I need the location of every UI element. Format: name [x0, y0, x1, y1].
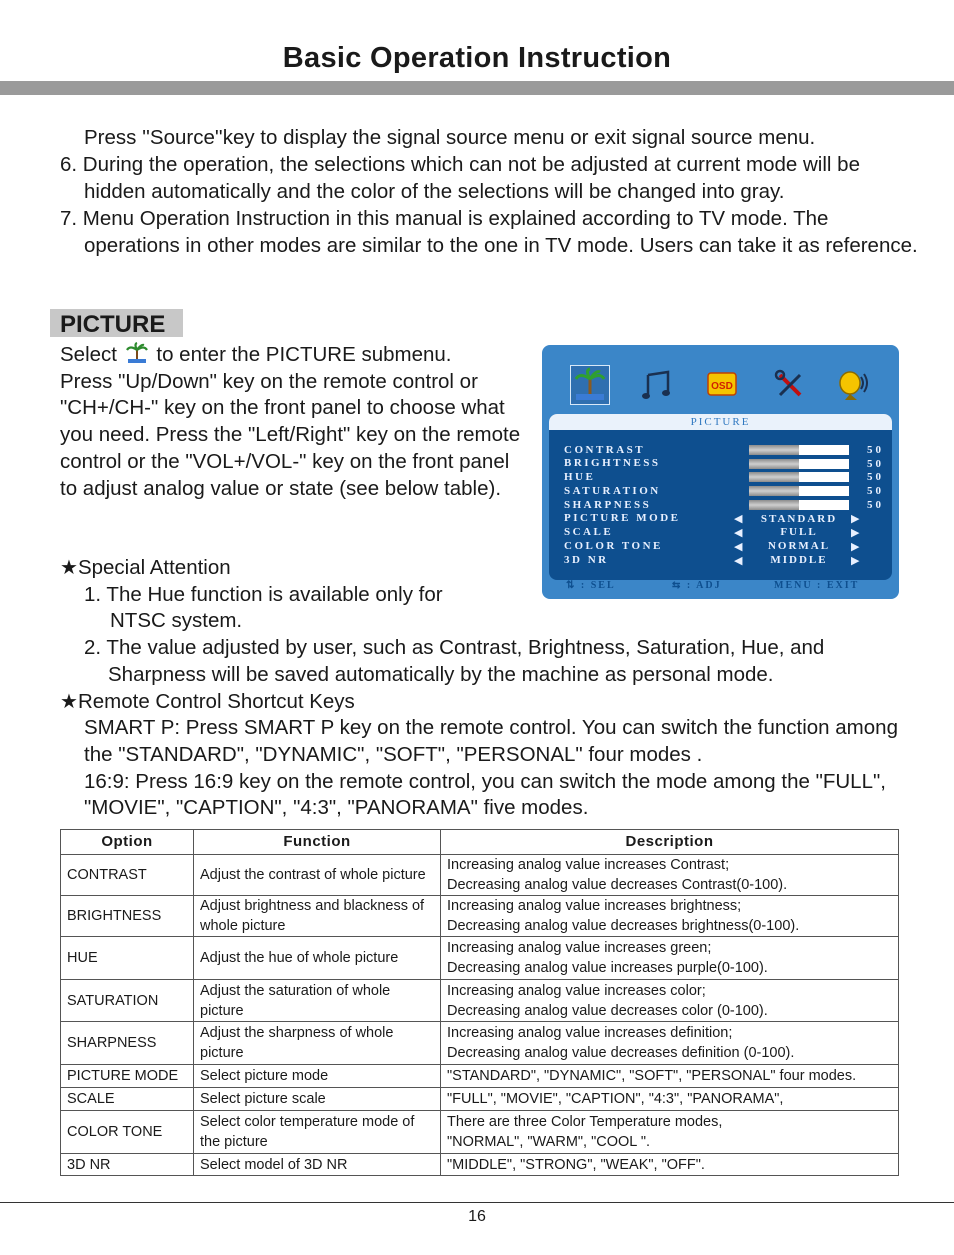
- osd-row-label: HUE: [564, 471, 596, 483]
- col-header-description: Description: [441, 830, 899, 855]
- desc-line: Decreasing analog value decreases definition (0-100).: [447, 1045, 795, 1061]
- osd-slider: [749, 500, 849, 510]
- function-cell: Adjust the saturation of whole picture: [194, 980, 441, 1022]
- palm-tree-icon: [570, 365, 610, 405]
- special-note-1a: 1. The Hue function is available only for: [84, 582, 443, 606]
- up-down-icon: ⇅: [566, 580, 577, 591]
- smart-p-note: SMART P: Press SMART P key on the remote control. You can switch the function among the "STANDARD", "DYNAMIC", "SOFT", "PERSONAL" four modes .: [84, 716, 898, 766]
- arrow-right-icon: ▶: [851, 527, 860, 539]
- tools-icon: [772, 367, 808, 403]
- remote-title: Remote Control Shortcut Keys: [77, 689, 355, 713]
- osd-option-value: NORMAL: [767, 540, 831, 552]
- osd-slider: [749, 472, 849, 482]
- page-number: 16: [468, 1208, 486, 1225]
- option-cell: CONTRAST: [61, 855, 194, 896]
- desc-line: Increasing analog value increases Contrast;: [447, 857, 730, 873]
- osd-option-value: MIDDLE: [770, 554, 828, 566]
- description-cell: [441, 1022, 899, 1065]
- intro-item-7: 7. Menu Operation Instruction in this manual is explained according to TV mode. The operations in other modes are similar to the one in TV mode. Users can take it as reference.: [60, 207, 918, 257]
- col-header-option: Option: [61, 830, 194, 855]
- intro-item-6: 6. During the operation, the selections which can not be adjusted at current mode will be hidden automatically and the color of the selections will be changed into gray.: [60, 153, 860, 203]
- osd-row-label: PICTURE MODE: [564, 512, 681, 524]
- select-after: to enter the PICTURE submenu.: [156, 343, 452, 366]
- description-cell: [441, 896, 899, 937]
- star-icon: ★: [60, 557, 78, 579]
- arrow-right-icon: ▶: [851, 541, 860, 553]
- function-cell: Adjust the sharpness of whole picture: [194, 1022, 441, 1065]
- desc-line: Increasing analog value increases color;: [447, 982, 706, 999]
- col-header-function: Function: [194, 830, 441, 855]
- intro-line: Press ''Source''key to display the signal source menu or exit signal source menu.: [84, 126, 816, 149]
- table-row: [61, 896, 899, 937]
- table-row: [61, 1111, 899, 1154]
- osd-picture-menu: [542, 345, 899, 599]
- table-row: [61, 937, 899, 980]
- arrow-right-icon: ▶: [851, 555, 860, 567]
- description-cell: "MIDDLE", "STRONG", "WEAK", "OFF".: [441, 1154, 899, 1176]
- section-paragraph: Press "Up/Down" key on the remote control or "CH+/CH-" key on the front panel to choose what you need. Press the "Left/Right" key on the remote control or the "VOL+/VOL-" key on the front panel to adjust analog value or state (see below table).: [60, 369, 521, 500]
- arrow-left-icon: ◀: [734, 513, 743, 525]
- table-row: [61, 1065, 899, 1088]
- osd-row-label: CONTRAST: [564, 444, 646, 456]
- table-row: [61, 1022, 899, 1065]
- option-cell: 3D NR: [61, 1154, 194, 1176]
- description-cell: "FULL", "MOVIE", "CAPTION", "4:3", "PANORAMA",: [441, 1088, 899, 1111]
- function-cell: Select picture scale: [194, 1088, 441, 1111]
- page-title: Basic Operation Instruction: [282, 42, 672, 74]
- desc-line: "NORMAL", "WARM", "COOL ".: [447, 1134, 651, 1150]
- option-cell: COLOR TONE: [61, 1111, 194, 1154]
- desc-line: Decreasing analog value decreases Contrast(0-100).: [447, 877, 788, 893]
- select-line: [60, 342, 530, 369]
- description-cell: [441, 1111, 899, 1154]
- table-header-row: [61, 830, 899, 855]
- table-row: [61, 1154, 899, 1176]
- table-row: [61, 855, 899, 896]
- osd-icon-label: OSD: [711, 381, 733, 392]
- osd-footer-sel: [566, 580, 616, 591]
- desc-line: Increasing analog value increases brightness;: [447, 898, 742, 914]
- arrow-right-icon: ▶: [851, 513, 860, 525]
- special-note-1b: NTSC system.: [110, 609, 243, 633]
- desc-line: Increasing analog value increases green;: [447, 940, 712, 956]
- desc-line: Increasing analog value increases definition;: [447, 1025, 733, 1041]
- osd-menu-title: PICTURE: [549, 414, 892, 430]
- option-cell: SHARPNESS: [61, 1022, 194, 1065]
- function-cell: Adjust the hue of whole picture: [194, 937, 441, 980]
- function-cell: Adjust the contrast of whole picture: [194, 855, 441, 896]
- section-title: PICTURE: [60, 311, 166, 338]
- osd-option-value: FULL: [780, 526, 818, 538]
- function-cell: Select color temperature mode of the picture: [194, 1111, 441, 1154]
- desc-line: Decreasing analog value decreases brightness(0-100).: [447, 918, 800, 934]
- osd-slider: [749, 486, 849, 496]
- star-icon: ★: [60, 690, 78, 713]
- osd-sel-label: : SEL: [580, 580, 616, 591]
- left-right-icon: ⇆: [672, 580, 683, 591]
- music-notes-icon: [640, 367, 676, 403]
- osd-adj-label: : ADJ: [686, 580, 722, 591]
- remote-heading: [60, 689, 920, 716]
- satellite-dish-icon: [835, 367, 871, 403]
- osd-row-value: 50: [867, 499, 884, 511]
- arrow-left-icon: ◀: [734, 527, 743, 539]
- osd-footer-exit: MENU : EXIT: [774, 580, 860, 591]
- description-cell: [441, 855, 899, 896]
- section-body: [60, 342, 530, 502]
- osd-icon: [704, 367, 740, 403]
- picture-options-table: [60, 829, 899, 1176]
- special-note-2b: Sharpness will be saved automatically by the machine as personal mode.: [108, 662, 774, 686]
- osd-slider: [749, 445, 849, 455]
- function-cell: Adjust brightness and blackness of whole picture: [194, 896, 441, 937]
- description-cell: [441, 937, 899, 980]
- osd-row-label: SHARPNESS: [564, 499, 652, 511]
- intro-text: [60, 124, 920, 259]
- osd-row-label: SATURATION: [564, 485, 661, 497]
- palm-tree-icon: [125, 342, 149, 364]
- description-cell: "STANDARD", "DYNAMIC", "SOFT", "PERSONAL" four modes.: [441, 1065, 899, 1088]
- title-divider: [0, 81, 954, 95]
- osd-row-label: SCALE: [564, 526, 614, 538]
- option-cell: HUE: [61, 937, 194, 980]
- function-cell: Select model of 3D NR: [194, 1154, 441, 1176]
- option-cell: SCALE: [61, 1088, 194, 1111]
- desc-line: Decreasing analog value decreases color (0-100).: [447, 1002, 768, 1019]
- osd-icon-row: [542, 359, 899, 409]
- table-row: [61, 1088, 899, 1111]
- footer-divider: [0, 1202, 954, 1203]
- osd-row-value: 50: [867, 485, 884, 497]
- description-cell: [441, 980, 899, 1022]
- arrow-left-icon: ◀: [734, 541, 743, 553]
- osd-row-value: 50: [867, 471, 884, 483]
- ratio-note: 16:9: Press 16:9 key on the remote control, you can switch the mode among the "FULL", "MOVIE", "CAPTION", "4:3", "PANORAMA" five modes.: [84, 769, 886, 820]
- osd-row-label: COLOR TONE: [564, 540, 663, 552]
- option-cell: PICTURE MODE: [61, 1065, 194, 1088]
- option-cell: BRIGHTNESS: [61, 896, 194, 937]
- osd-row-label: 3D NR: [564, 554, 609, 566]
- osd-row-label: BRIGHTNESS: [564, 457, 661, 469]
- osd-panel: [549, 414, 892, 580]
- option-cell: SATURATION: [61, 980, 194, 1022]
- osd-footer-adj: [672, 580, 722, 591]
- special-note-2a: 2. The value adjusted by user, such as Contrast, Brightness, Saturation, Hue, and: [84, 636, 825, 660]
- special-title: Special Attention: [77, 556, 231, 579]
- table-row: [61, 980, 899, 1022]
- function-cell: Select picture mode: [194, 1065, 441, 1088]
- desc-line: There are three Color Temperature modes,: [447, 1114, 723, 1130]
- osd-row-value: 50: [867, 444, 884, 456]
- select-before: Select: [60, 343, 117, 366]
- arrow-left-icon: ◀: [734, 555, 743, 567]
- osd-option-value: STANDARD: [760, 513, 838, 525]
- osd-row-value: 50: [867, 458, 884, 470]
- desc-line: Decreasing analog value increases purple(0-100).: [447, 960, 768, 976]
- osd-slider: [749, 459, 849, 469]
